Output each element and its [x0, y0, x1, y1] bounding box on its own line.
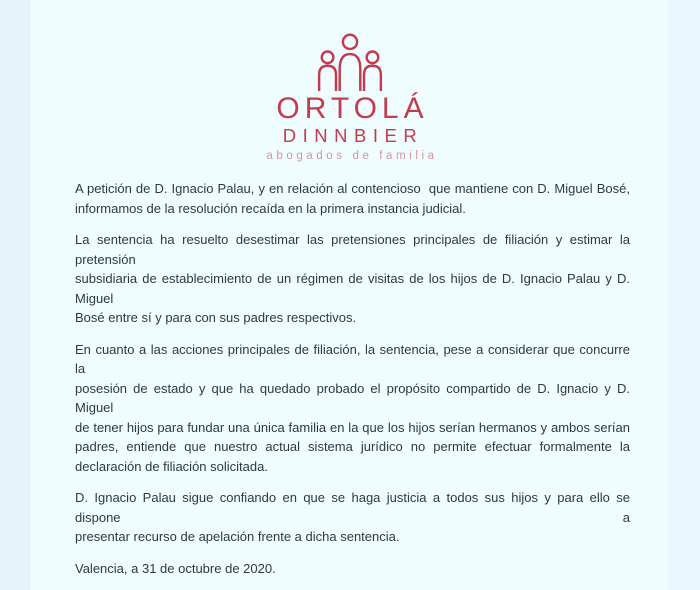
statement-paragraph — [75, 488, 630, 547]
statement-paragraphs — [75, 179, 630, 547]
paragraph-line: padres, entiende que nuestro actual sistema jurídico no permite efectuar formalmente la — [75, 439, 630, 454]
date-line: Valencia, a 31 de octubre de 2020. — [75, 560, 276, 576]
paragraph-line: En cuanto a las acciones principales de filiación, la sentencia, pese a considerar que concurre la — [75, 341, 630, 376]
paragraph-line: La sentencia ha resuelto desestimar las pretensiones principales de filiación y estimar la pretensión — [75, 232, 630, 267]
statement-paragraph — [75, 340, 630, 477]
paragraph-line: presentar recurso de apelación frente a dicha sentencia. — [75, 529, 400, 544]
brand-name-primary: ORTOLÁ — [276, 92, 429, 125]
paragraph-line: posesión de estado y que ha quedado probado el propósito compartido de D. Ignacio y D. Miguel — [75, 380, 630, 415]
brand-name-secondary: DINNBIER — [282, 125, 424, 146]
family-icon — [317, 33, 383, 91]
law-firm-logo — [0, 0, 700, 163]
statement-body — [75, 179, 630, 590]
paragraph-line: subsidiaria de establecimiento de un régimen de visitas de los hijos de D. Ignacio Palau y D. Miguel — [75, 271, 630, 306]
paragraph-line: A petición de D. Ignacio Palau, y en relación al contencioso que mantiene con D. Miguel Bosé, — [75, 181, 630, 196]
paragraph-line: Bosé entre sí y para con sus padres respectivos. — [75, 310, 357, 325]
date-paragraph — [75, 559, 630, 579]
statement-paragraph — [75, 230, 630, 328]
paragraph-line: de tener hijos para fundar una única familia en la que los hijos serían hermanos y ambos serían — [75, 419, 630, 435]
statement-paragraph — [75, 179, 630, 218]
paragraph-line: D. Ignacio Palau sigue confiando en que se haga justicia a todos sus hijos y para ello se dispone a — [75, 490, 630, 525]
paragraph-line: informamos de la resolución recaída en la primera instancia judicial. — [75, 200, 466, 216]
brand-tagline: abogados de familia — [266, 150, 438, 162]
paragraph-line: declaración de filiación solicitada. — [75, 458, 268, 474]
